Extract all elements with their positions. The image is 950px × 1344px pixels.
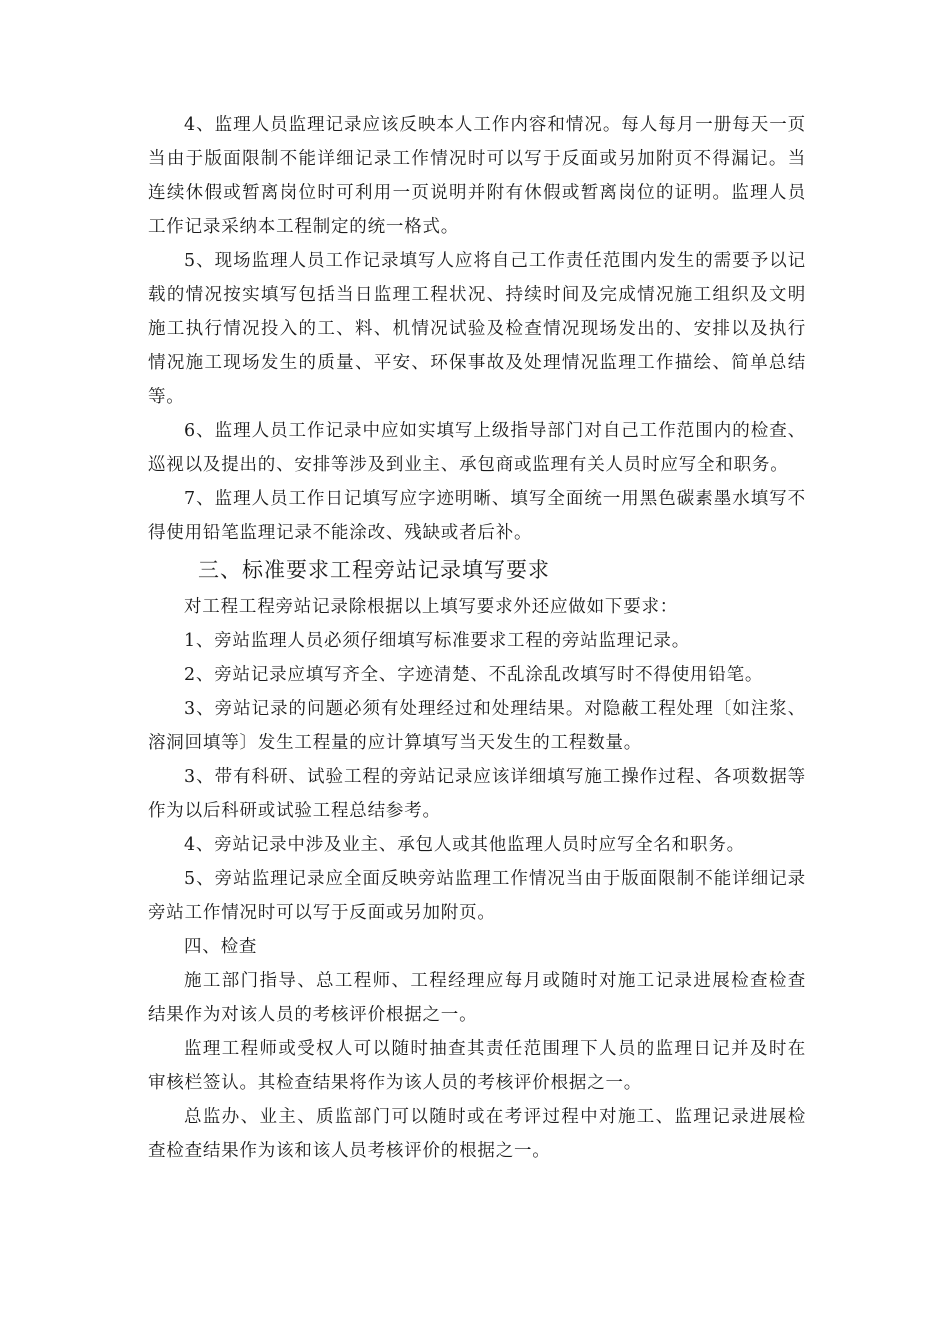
section-4-item: 总监办、业主、质监部门可以随时或在考评过程中对施工、监理记录进展检查检查结果作为该和该人员考核评价的根据之一。 (148, 1107, 806, 1161)
paragraph-item-6: 6、监理人员工作记录中应如实填写上级指导部门对自己工作范围内的检查、巡视以及提出的、安排等涉及到业主、承包商或监理有关人员时应写全和职务。 (148, 421, 806, 475)
paragraph-item-7: 7、监理人员工作日记填写应字迹明晰、填写全面统一用黑色碳素墨水填写不得使用铅笔监理记录不能涂改、残缺或者后补。 (148, 489, 806, 543)
paragraph-item-4: 4、监理人员监理记录应该反映本人工作内容和情况。每人每月一册每天一页当由于版面限制不能详细记录工作情况时可以写于反面或另加附页不得漏记。当连续休假或暂离岗位时可利用一页说明并附有休假或暂离岗位的证明。监理人员工作记录采纳本工程制定的统一格式。 (148, 115, 806, 237)
section-3-item: 1、旁站监理人员必须仔细填写标准要求工程的旁站监理记录。 (184, 631, 691, 651)
section-4-heading: 四、检查 (184, 937, 258, 957)
section-3-item: 3、旁站记录的问题必须有处理经过和处理结果。对隐蔽工程处理〔如注浆、溶洞回填等〕发生工程量的应计算填写当天发生的工程数量。 (148, 699, 806, 753)
paragraph-item-5: 5、现场监理人员工作记录填写人应将自己工作责任范围内发生的需要予以记载的情况按实填写包括当日监理工程状况、持续时间及完成情况施工组织及文明施工执行情况投入的工、料、机情况试验及检查情况现场发出的、安排以及执行情况施工现场发生的质量、平安、环保事故及处理情况监理工作描绘、简单总结等。 (148, 251, 806, 407)
section-4-item: 监理工程师或受权人可以随时抽查其责任范围理下人员的监理日记并及时在审核栏签认。其检查结果将作为该人员的考核评价根据之一。 (148, 1039, 806, 1093)
section-3-intro: 对工程工程旁站记录除根据以上填写要求外还应做如下要求： (184, 597, 679, 617)
section-3-item: 2、旁站记录应填写齐全、字迹清楚、不乱涂乱改填写时不得使用铅笔。 (184, 665, 764, 685)
section-3-item: 4、旁站记录中涉及业主、承包人或其他监理人员时应写全名和职务。 (184, 835, 745, 855)
section-3-heading: 三、标准要求工程旁站记录填写要求 (198, 558, 550, 582)
section-3-item: 3、带有科研、试验工程的旁站记录应该详细填写施工操作过程、各项数据等作为以后科研或试验工程总结参考。 (148, 767, 806, 821)
document-page (148, 108, 806, 1168)
section-4-item: 施工部门指导、总工程师、工程经理应每月或随时对施工记录进展检查检查结果作为对该人员的考核评价根据之一。 (148, 971, 806, 1025)
section-3-item: 5、旁站监理记录应全面反映旁站监理工作情况当由于版面限制不能详细记录旁站工作情况时可以写于反面或另加附页。 (148, 869, 806, 923)
